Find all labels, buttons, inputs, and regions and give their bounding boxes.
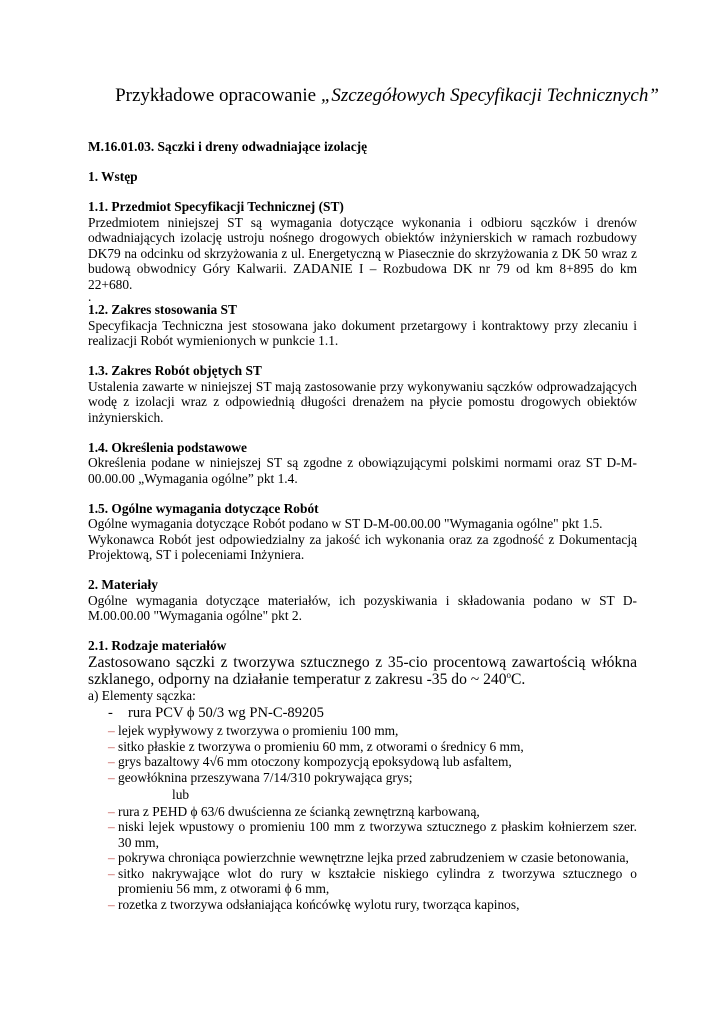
title-prefix: Przykładowe opracowanie [115, 85, 321, 106]
dash-marker: - [108, 705, 113, 721]
list-item-text: geowłóknina przeszywana 7/14/310 pokrywająca grys; [118, 769, 413, 785]
list-item [88, 804, 637, 820]
elements-label: a) Elementy sączka: [88, 687, 196, 703]
section-1-4-heading: 1.4. Określenia podstawowe [88, 439, 247, 455]
list-item [88, 850, 637, 866]
bullet-marker: – [108, 865, 115, 881]
title-emphasis: „Szczegółowych Specyfikacji Technicznych” [320, 85, 659, 106]
list-item [88, 866, 637, 897]
stray-dot: . [88, 289, 92, 304]
elements-list-1 [88, 723, 637, 785]
list-item-text: lejek wypływowy z tworzywa o promieniu 100 mm, [118, 723, 399, 738]
document-body [88, 139, 637, 912]
list-item [88, 770, 637, 786]
spec-code-heading: M.16.01.03. Sączki i dreny odwadniające izolację [88, 139, 368, 154]
document-title [0, 85, 724, 107]
list-item-text: sitko nakrywające wlot do rury w kształcie niskiego cylindra z tworzywa sztucznego o promieniu 56 mm, z otworami ϕ 6 mm, [118, 865, 637, 896]
section-1-3-text: Ustalenia zawarte w niniejszej ST mają zastosowanie przy wykonywaniu sączków odprowadzających wodę z izolacji wraz z odpowiednią długości drenażem na płycie pomostu drogowych obiektów inżynierskich. [88, 378, 637, 425]
section-2-text: Ogólne wymagania dotyczące materiałów, ich pozyskiwania i składowania podano w ST D-M.00.00.00 "Wymagania ogólne" pkt 2. [88, 592, 637, 623]
pvc-pipe-text: rura PCV ϕ 50/3 wg PN-C-89205 [128, 705, 324, 721]
list-item [88, 723, 637, 739]
elements-list-2 [88, 804, 637, 913]
bullet-marker: – [108, 803, 115, 819]
or-separator: lub [172, 787, 190, 802]
section-2-1-heading: 2.1. Rodzaje materiałów [88, 638, 227, 653]
pvc-pipe-item [88, 705, 637, 721]
list-item-text: niski lejek wpustowy o promieniu 100 mm z tworzywa sztucznego z płaskim kołnierzem szer. 30 mm, [118, 819, 637, 850]
list-item [88, 754, 637, 770]
bullet-marker: – [108, 850, 115, 865]
section-2-heading: 2. Materiały [88, 577, 158, 592]
bullet-marker: – [108, 896, 115, 912]
section-1-2-text: Specyfikacja Techniczna jest stosowana jako dokument przetargowy i kontraktowy przy zlecaniu i realizacji Robót wymienionych w punkcie 1.1. [88, 317, 637, 348]
list-item-text: rura z PEHD ϕ 63/6 dwuścienna ze ścianką zewnętrzną karbowaną, [118, 803, 480, 819]
section-1-4-text: Określenia podane w niniejszej ST są zgodne z obowiązującymi polskimi normami oraz ST D-M-00.00.00 „Wymagania ogólne” pkt 1.4. [88, 455, 637, 486]
list-item-text: sitko płaskie z tworzywa o promieniu 60 mm, z otworami o średnicy 6 mm, [118, 738, 524, 754]
bullet-marker: – [108, 754, 115, 769]
section-1-1-text: Przedmiotem niniejszej ST są wymagania dotyczące wykonania i odbioru sączków i drenów odwadniających izolację ustroju nośnego drogowych obiektów inżynierskich w ramach rozbudowy DK79 na odcinku od skrzyżowania z ul. Energetyczną w Piasecznie do skrzyżowania z DK 50 wraz z budową obwodnicy Góry Kalwarii. ZADANIE I – Rozbudowa DK nr 79 od km 8+895 do km 22+680. [88, 214, 637, 292]
list-item-text: grys bazaltowy 4√6 mm otoczony kompozycją epoksydową lub asfaltem, [118, 754, 512, 769]
section-1-2-heading: 1.2. Zakres stosowania ST [88, 302, 237, 317]
section-1-heading: 1. Wstęp [88, 169, 138, 184]
section-1-5-text-2: Wykonawca Robót jest odpowiedzialny za jakość ich wykonania oraz za zgodność z Dokumentacją Projektową, ST i poleceniami Inżyniera. [88, 531, 637, 562]
bullet-marker: – [108, 723, 115, 738]
section-2-1-text: Zastosowano sączki z tworzywa sztucznego z 35-cio procentową zawartością włókna szklanego, odporny na działanie temperatur z zakresu -35 do ~ 240$^o$C. [88, 653, 637, 688]
section-1-5-text-1: Ogólne wymagania dotyczące Robót podano w ST D-M-00.00.00 "Wymagania ogólne" pkt 1.5. [88, 516, 603, 531]
list-item [88, 819, 637, 850]
list-item-text: pokrywa chroniąca powierzchnie wewnętrzne lejka przed zabrudzeniem w czasie betonowania, [118, 850, 629, 865]
section-1-5-heading: 1.5. Ogólne wymagania dotyczące Robót [88, 500, 319, 516]
bullet-marker: – [108, 738, 115, 754]
bullet-marker: – [108, 769, 115, 785]
section-1-1-heading: 1.1. Przedmiot Specyfikacji Technicznej (ST) [88, 199, 344, 214]
section-1-3-heading: 1.3. Zakres Robót objętych ST [88, 363, 262, 378]
list-item [88, 897, 637, 913]
list-item [88, 739, 637, 755]
list-item-text: rozetka z tworzywa odsłaniająca końcówkę wylotu rury, tworząca kapinos, [118, 896, 520, 912]
bullet-marker: – [108, 819, 115, 834]
